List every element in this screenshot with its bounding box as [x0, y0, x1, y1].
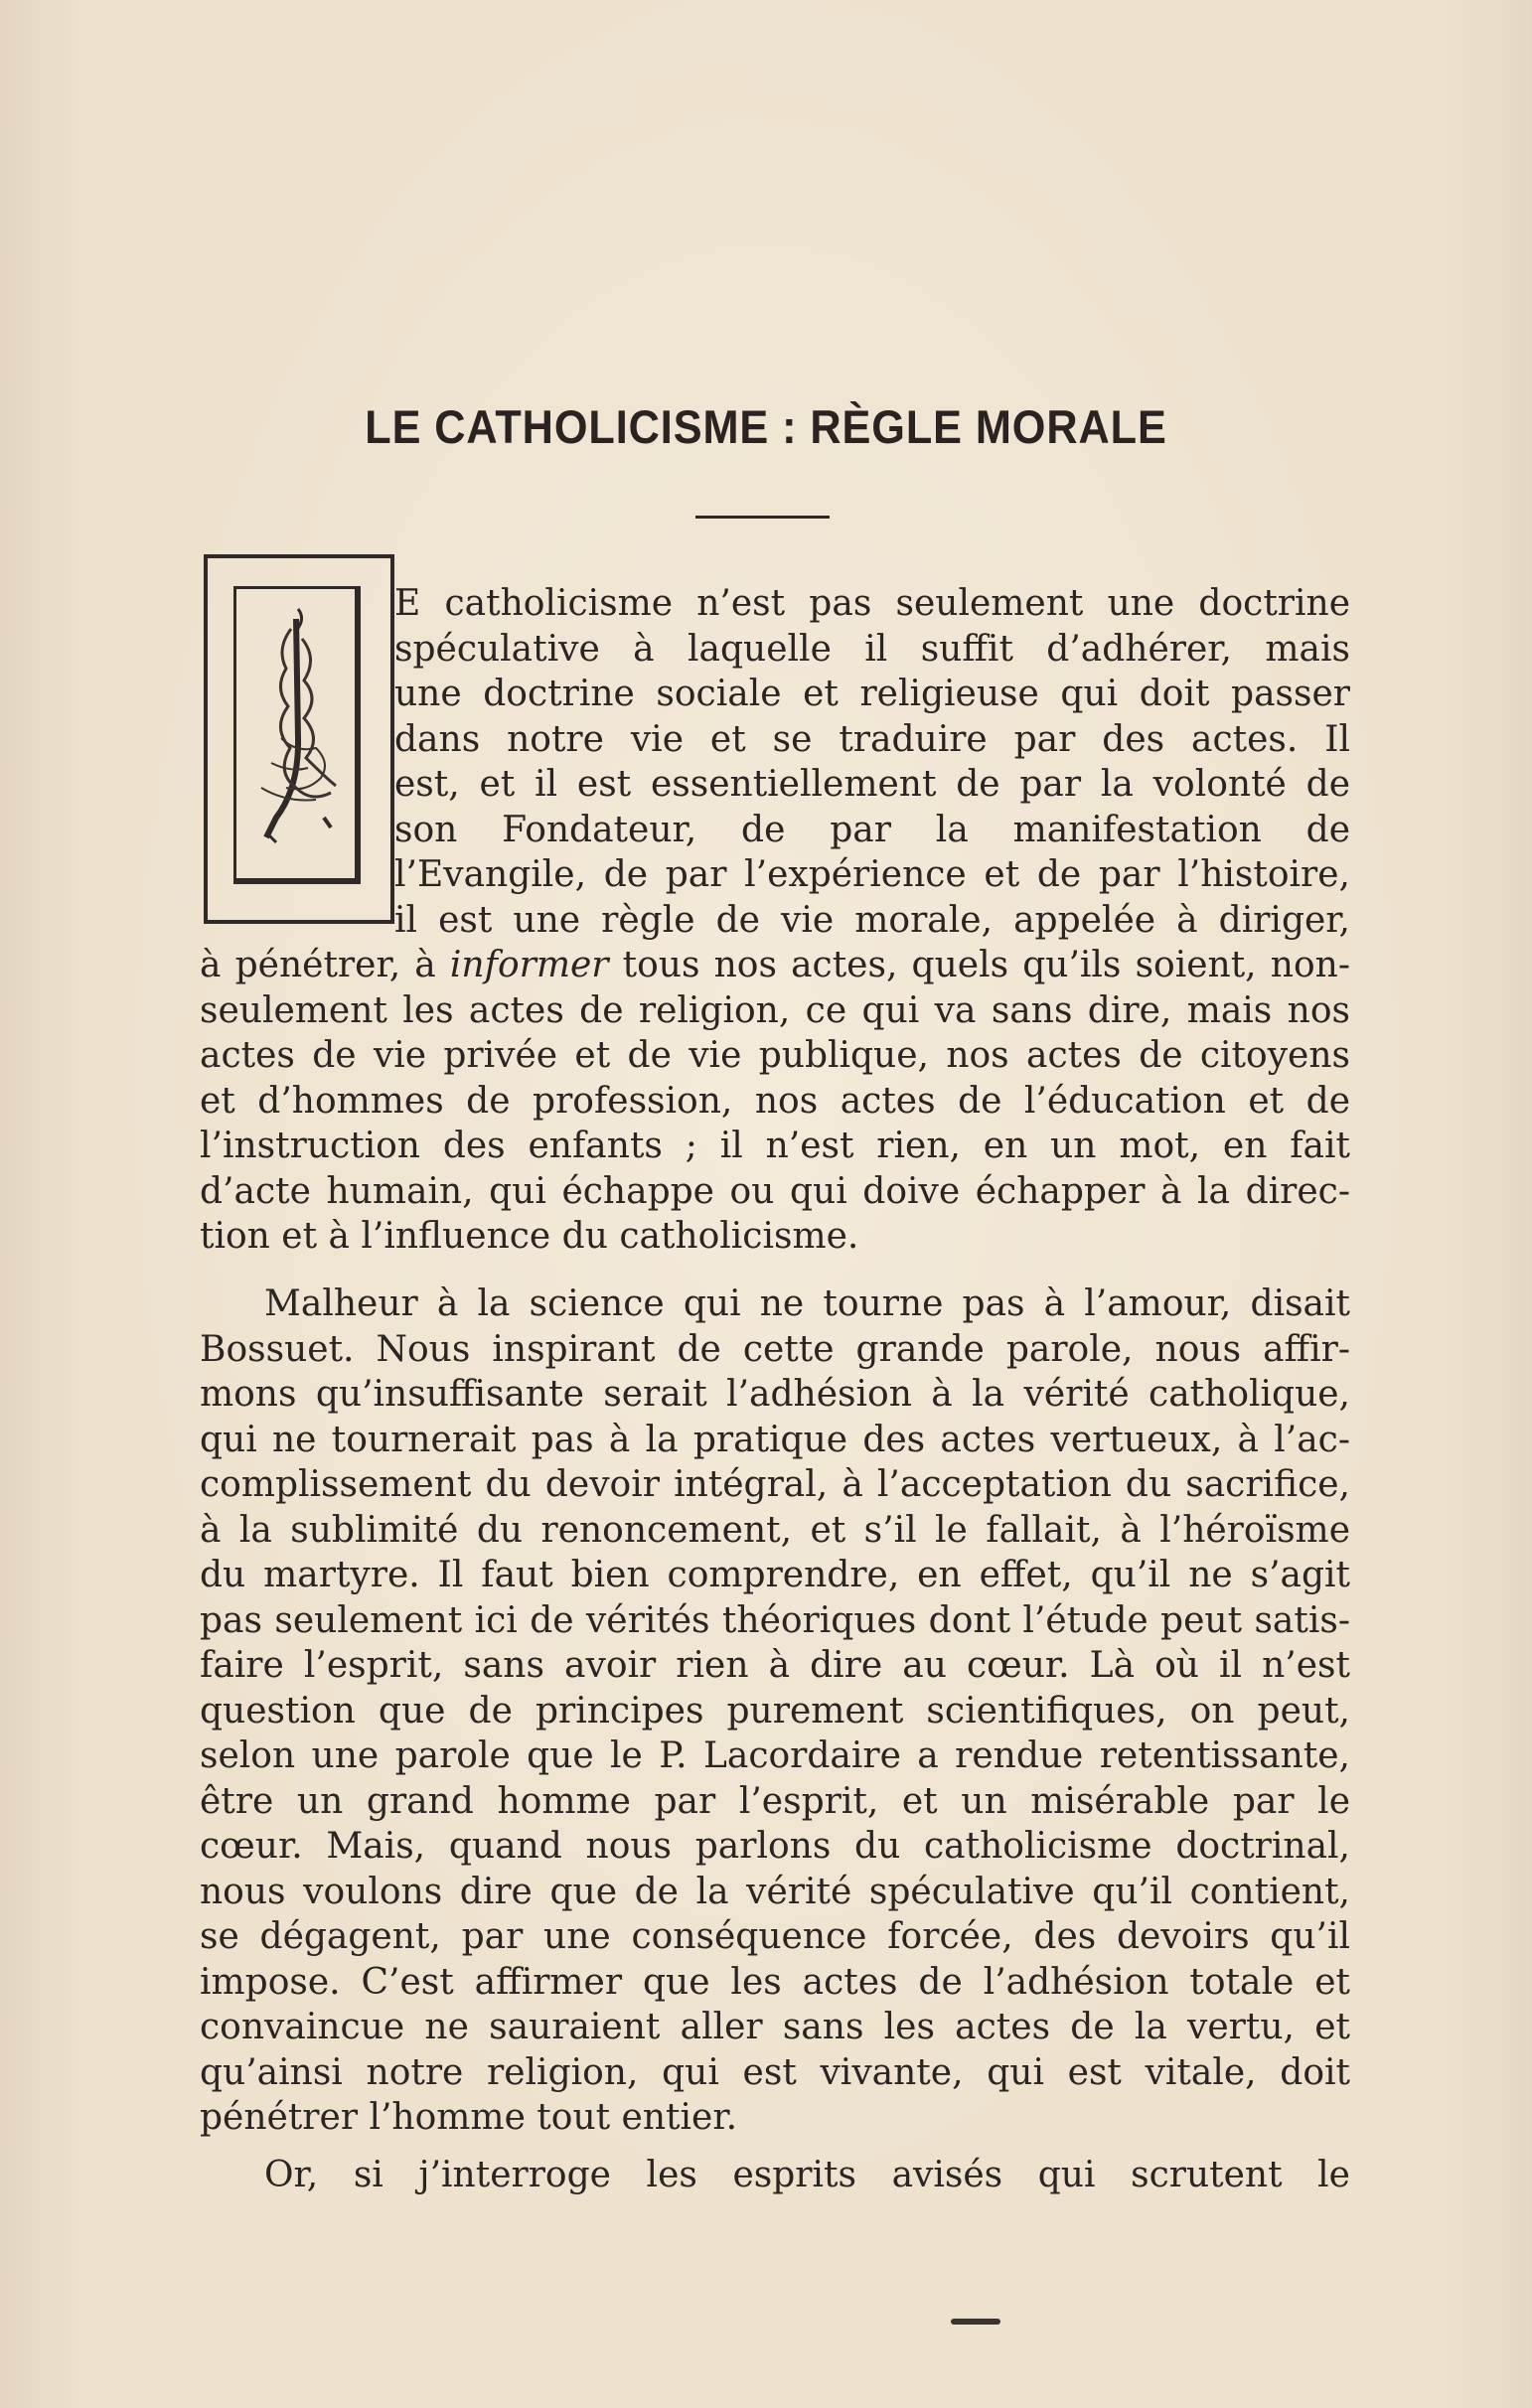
text-line: tion et à l’influence du catholicisme.	[200, 1216, 859, 1257]
dropcap-letter-l-icon	[236, 589, 356, 877]
text-line: qui ne tournerait pas à la pratique des actes vertueux, à l’ac-	[200, 1419, 1350, 1460]
paragraph-2	[200, 1281, 1350, 2141]
text-line: faire l’esprit, sans avoir rien à dire au cœur. Là où il n’est	[200, 1645, 1350, 1686]
text-line: complissement du devoir intégral, à l’acceptation du sacrifice,	[200, 1464, 1350, 1505]
text-line: l’instruction des enfants ; il n’est rien, en un mot, en fait	[200, 1126, 1350, 1166]
text-line: seulement les actes de religion, ce qui va sans dire, mais nos	[200, 989, 1350, 1031]
text-line: question que de principes purement scientifiques, on peut,	[200, 1690, 1350, 1731]
text-line: pas seulement ici de vérités théoriques dont l’étude peut satis-	[200, 1599, 1350, 1641]
text-line: son Fondateur, de par la manifestation de	[394, 809, 1350, 850]
text-line: selon une parole que le P. Lacordaire a rendue retentissante,	[200, 1735, 1350, 1776]
text-line: une doctrine sociale et religieuse qui doit passer	[394, 674, 1350, 714]
title-divider	[695, 516, 830, 519]
chapter-title: LE CATHOLICISME : RÈGLE MORALE	[365, 400, 1167, 453]
dropcap-inner-frame	[233, 586, 361, 884]
text-line: est, et il est essentiellement de par la volonté de	[394, 764, 1350, 805]
text-line: impose. C’est affirmer que les actes de l’adhésion totale et	[200, 1961, 1350, 2003]
text-line: et d’hommes de profession, nos actes de l’éducation et de	[200, 1080, 1350, 1122]
text-line: cœur. Mais, quand nous parlons du catholicisme doctrinal,	[200, 1826, 1350, 1867]
text-line: actes de vie privée et de vie publique, nos actes de citoyens	[200, 1035, 1350, 1076]
text-line: Bossuet. Nous inspirant de cette grande parole, nous affir-	[200, 1328, 1350, 1370]
text-line-with-italic: à pénétrer, à informer tous nos actes, quels qu’ils soient, non-	[200, 945, 1350, 985]
ornamental-dropcap	[204, 554, 394, 924]
text-line: à la sublimité du renoncement, et s’il le fallait, à l’héroïsme	[200, 1509, 1350, 1551]
text-line: convaincue ne sauraient aller sans les actes de la vertu, et	[200, 2007, 1350, 2047]
text-line: se dégagent, par une conséquence forcée, des devoirs qu’il	[200, 1916, 1350, 1957]
text-line: être un grand homme par l’esprit, et un misérable par le	[200, 1780, 1350, 1822]
text-line: du martyre. Il faut bien comprendre, en effet, qu’il ne s’agit	[200, 1555, 1350, 1595]
paragraph-1-narrow	[394, 581, 1350, 943]
paragraph-3	[200, 2153, 1350, 2198]
text-line: l’Evangile, de par l’expérience et de par l’histoire,	[394, 854, 1350, 895]
text-line: mons qu’insuffisante serait l’adhésion à la vérité catholique,	[200, 1374, 1350, 1415]
text-line: spéculative à laquelle il suffit d’adhérer, mais	[394, 628, 1350, 670]
text-line: il est une règle de vie morale, appelée à diriger,	[394, 899, 1350, 941]
text-line: E catholicisme n’est pas seulement une doctrine	[394, 583, 1350, 624]
text-line: pénétrer l’homme tout entier.	[200, 2097, 738, 2138]
page-footer-ornament	[951, 2319, 1000, 2325]
text-line: d’acte humain, qui échappe ou qui doive échapper à la direc-	[200, 1170, 1350, 1212]
text-line: nous voulons dire que de la vérité spéculative qu’il contient,	[200, 1871, 1350, 1912]
italic-word: informer	[449, 945, 609, 985]
text-line: Or, si j’interroge les esprits avisés qui scrutent le	[264, 2155, 1350, 2195]
text-line: Malheur à la science qui ne tourne pas à l’amour, disait	[264, 1283, 1350, 1324]
text-line: qu’ainsi notre religion, qui est vivante, qui est vitale, doit	[200, 2051, 1350, 2093]
text-line: dans notre vie et se traduire par des actes. Il	[394, 718, 1350, 760]
paragraph-1-wide	[200, 943, 1350, 1260]
